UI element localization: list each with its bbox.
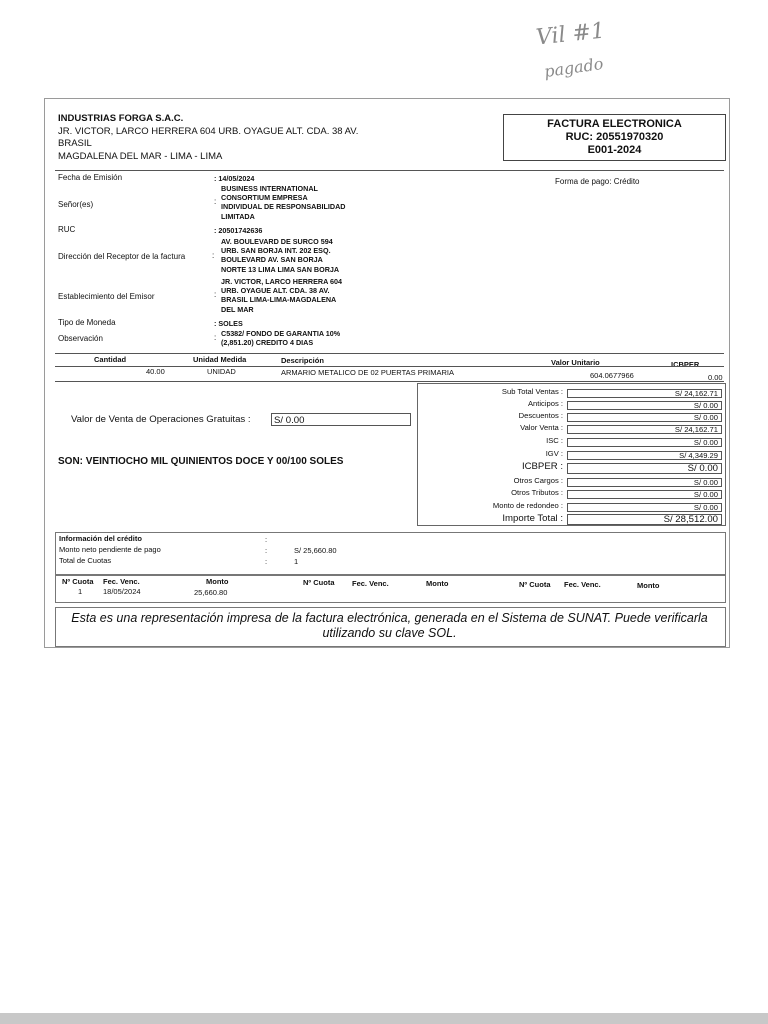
observacion-line: C5382/ FONDO DE GARANTIA 10% [221, 329, 341, 338]
issuer-address-line2: BRASIL [58, 138, 92, 149]
gratuitas-value: S/ 0.00 [271, 413, 411, 426]
cuota-fecha: 18/05/2024 [103, 587, 141, 596]
importe-total-label: Importe Total : [502, 513, 563, 524]
senor-label: Señor(es) [58, 200, 94, 209]
observacion-label: Observación [58, 334, 103, 343]
direccion-line: NORTE 13 LIMA LIMA SAN BORJA [221, 264, 340, 274]
total-label: Anticipos : [527, 399, 563, 408]
senor-line: INDIVIDUAL DE RESPONSABILIDAD [221, 202, 346, 212]
observacion-line: (2,851.20) CREDITO 4 DIAS [221, 338, 314, 348]
credit-title: Información del crédito [59, 534, 142, 543]
cuota-monto: 25,660.80 [194, 588, 228, 597]
total-value: S/ 0.00 [567, 478, 722, 487]
senor-line: BUSINESS INTERNATIONAL [221, 184, 318, 193]
moneda-value: : SOLES [214, 319, 243, 328]
invoice-id-box [503, 114, 726, 161]
establecimiento-line: URB. OYAGUE ALT. CDA. 38 AV. [221, 286, 330, 296]
establecimiento-line: BRASIL LIMA-LIMA-MAGDALENA [221, 295, 337, 305]
total-value: S/ 0.00 [567, 503, 722, 512]
sunat-note: Esta es una representación impresa de la factura electrónica, generada en el Sistema de SUNAT. Puede verificarla utilizando su clave SOL. [71, 611, 708, 640]
total-value: S/ 0.00 [567, 401, 722, 410]
forma-pago: Forma de pago: Crédito [555, 177, 640, 186]
credit-colon: : [265, 546, 268, 555]
observacion-value [221, 329, 340, 347]
total-value: S/ 24,162.71 [567, 389, 722, 398]
invoice-number: E001-2024 [587, 144, 642, 156]
senor-line: LIMITADA [221, 211, 255, 221]
header-valor-unitario: Valor Unitario [551, 358, 600, 367]
header-divider [55, 170, 724, 171]
ruc-value: : 20501742636 [214, 226, 263, 235]
item-icbper: 0.00 [708, 373, 723, 382]
total-label: ISC : [546, 436, 563, 445]
total-label: Otros Cargos : [513, 476, 563, 485]
header-cantidad: Cantidad [94, 355, 127, 364]
header-icbper: ICBPER [671, 360, 700, 369]
issuer-block [58, 113, 358, 163]
cuota-n: 1 [78, 587, 83, 596]
cuota-header-monto: Monto [426, 579, 449, 588]
scan-edge [0, 1013, 768, 1024]
fecha-label: Fecha de Emisión [58, 173, 123, 182]
handwritten-paid-note: pagado [542, 53, 605, 82]
item-valor-unitario: 604.0677966 [590, 371, 634, 380]
senor-colon: : [214, 197, 217, 206]
total-label: Descuentos : [518, 411, 563, 420]
header-unidad: Unidad Medida [193, 355, 247, 364]
cuota-header-n: Nº Cuota [519, 580, 551, 589]
establecimiento-line: JR. VICTOR, LARCO HERRERA 604 [221, 277, 343, 286]
cuota-header-fecha: Fec. Venc. [352, 579, 389, 588]
credit-colon: : [265, 535, 268, 544]
observacion-colon: : [214, 333, 217, 342]
establecimiento-colon: : [214, 290, 217, 299]
establecimiento-label: Establecimiento del Emisor [58, 292, 155, 301]
total-value: S/ 0.00 [567, 463, 722, 474]
cuota-header-fecha: Fec. Venc. [103, 577, 140, 586]
credit-cuotas-label: Total de Cuotas [59, 556, 112, 565]
credit-colon: : [265, 557, 268, 566]
direccion-line: BOULEVARD AV. SAN BORJA [221, 255, 323, 265]
credit-monto-value: S/ 25,660.80 [294, 546, 337, 555]
ruc-label: RUC [58, 225, 76, 234]
direccion-line: URB. SAN BORJA INT. 202 ESQ. [221, 246, 331, 256]
direccion-label: Dirección del Receptor de la factura [58, 252, 186, 261]
credit-monto-label: Monto neto pendiente de pago [59, 545, 161, 554]
total-value: S/ 4,349.29 [567, 451, 722, 460]
fecha-value: : 14/05/2024 [214, 174, 255, 183]
total-value: S/ 0.00 [567, 413, 722, 422]
direccion-colon: : [212, 251, 215, 260]
items-bottom-line [55, 381, 724, 382]
establecimiento-line: DEL MAR [221, 304, 254, 314]
cuota-header-n: Nº Cuota [62, 577, 94, 586]
total-value: S/ 24,162.71 [567, 425, 722, 434]
cuota-header-monto: Monto [206, 577, 229, 586]
total-label: Monto de redondeo : [492, 501, 563, 510]
total-label: IGV : [545, 449, 563, 458]
direccion-line: AV. BOULEVARD DE SURCO 594 [221, 237, 333, 246]
header-descripcion: Descripción [281, 356, 324, 365]
senor-value [221, 184, 345, 221]
cuota-header-n: Nº Cuota [303, 578, 335, 587]
issuer-address-line1: JR. VICTOR, LARCO HERRERA 604 URB. OYAGUE ALT. CDA. 38 AV. [58, 125, 359, 137]
importe-total-value: S/ 28,512.00 [567, 514, 722, 525]
handwritten-note: Vil #1 [534, 18, 607, 51]
item-cantidad: 40.00 [146, 367, 165, 376]
cuota-header-fecha: Fec. Venc. [564, 580, 601, 589]
total-label: Sub Total Ventas : [501, 387, 563, 396]
direccion-value [221, 237, 339, 274]
credit-cuotas-value: 1 [294, 557, 299, 566]
establecimiento-value [221, 277, 342, 314]
moneda-label: Tipo de Moneda [58, 318, 116, 327]
total-label: ICBPER : [521, 461, 563, 472]
issuer-address-line3: MAGDALENA DEL MAR - LIMA - LIMA [58, 150, 223, 162]
item-descripcion: ARMARIO METALICO DE 02 PUERTAS PRIMARIA [281, 368, 454, 377]
total-label: Valor Venta : [520, 423, 563, 432]
amount-in-words: SON: VEINTIOCHO MIL QUINIENTOS DOCE Y 00/100 SOLES [58, 456, 344, 467]
issuer-name: INDUSTRIAS FORGA S.A.C. [58, 113, 184, 124]
items-top-line [55, 353, 724, 354]
invoice-ruc: RUC: 20551970320 [565, 131, 664, 143]
item-unidad: UNIDAD [207, 367, 236, 376]
cuota-header-monto: Monto [637, 581, 660, 590]
senor-line: CONSORTIUM EMPRESA [221, 193, 308, 203]
total-value: S/ 0.00 [567, 490, 722, 499]
installments-box [55, 575, 726, 603]
total-label: Otros Tributos : [511, 488, 563, 497]
invoice-type: FACTURA ELECTRONICA [547, 118, 682, 130]
total-value: S/ 0.00 [567, 438, 722, 447]
gratuitas-label: Valor de Venta de Operaciones Gratuitas : [71, 414, 251, 425]
